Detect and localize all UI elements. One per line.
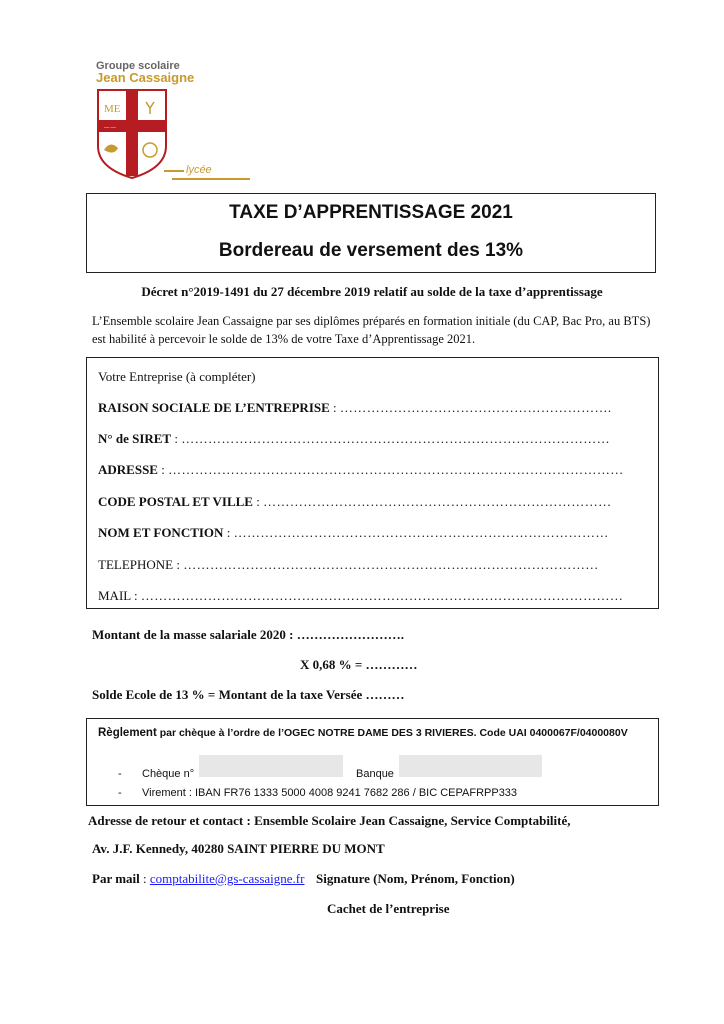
mail-link[interactable]: comptabilite@gs-cassaigne.fr: [149, 871, 305, 886]
banque-label: Banque: [356, 768, 394, 780]
rate-line[interactable]: X 0,68 % = …………: [300, 657, 418, 672]
field-separator: :: [252, 494, 264, 509]
field-dots: ……………………………………………………………………: [263, 494, 612, 509]
field-label: N° de SIRET: [98, 431, 172, 446]
cheque-label: Chèque n°: [142, 768, 195, 780]
title-box: [86, 193, 656, 273]
field-separator: :: [173, 557, 184, 572]
logo-text-line2: Jean Cassaigne: [96, 70, 195, 85]
solde-line[interactable]: Solde Ecole de 13 % = Montant de la taxe Versée ………: [92, 687, 405, 702]
cheque-number-input[interactable]: [199, 755, 343, 777]
field-dots: …………………………………………………………………………: [233, 525, 609, 540]
decree-reference: Décret n°2019-1491 du 27 décembre 2019 relatif au solde de la taxe d’apprentissage: [141, 284, 603, 299]
shield-monogram: ME: [104, 103, 121, 115]
banque-input[interactable]: [399, 755, 542, 777]
field-label: NOM ET FONCTION: [98, 525, 224, 540]
field-separator: :: [329, 400, 340, 415]
field-dots: ……………………………………………………………………………………: [181, 431, 611, 446]
field-label: MAIL: [98, 588, 131, 603]
cachet-label: Cachet de l’entreprise: [327, 901, 450, 916]
logo-divider: [164, 170, 184, 172]
company-form-heading: Votre Entreprise (à compléter): [98, 369, 256, 384]
intro-line-1: L’Ensemble scolaire Jean Cassaigne par ses diplômes préparés en formation initiale (du CAP, Bac Pro, au BTS): [92, 314, 651, 328]
return-address-line2: Av. J.F. Kennedy, 40280 SAINT PIERRE DU MONT: [92, 841, 385, 856]
intro-paragraph: [92, 312, 672, 348]
field-nom-fonction[interactable]: [98, 525, 609, 541]
school-shield-logo: [96, 88, 168, 180]
field-separator: :: [223, 525, 234, 540]
document-title: TAXE D’APPRENTISSAGE 2021: [229, 202, 513, 223]
field-separator: :: [157, 462, 169, 477]
field-separator: :: [130, 588, 141, 603]
field-dots: …………………………………………………….: [339, 400, 612, 415]
virement-details: Virement : IBAN FR76 1333 5000 4008 9241 7682 286 / BIC CEPAFRPP333: [142, 787, 518, 799]
logo-underline: [172, 178, 250, 180]
payment-title-main: Règlement: [98, 727, 157, 739]
field-label: CODE POSTAL ET VILLE: [98, 494, 253, 509]
field-label: TELEPHONE: [98, 557, 174, 572]
field-dots: ………………………………………………………………………………………………: [140, 588, 624, 603]
bullet-dash: -: [118, 787, 122, 799]
field-label: ADRESSE: [98, 462, 158, 477]
field-code-postal-ville[interactable]: [98, 494, 612, 510]
field-dots: …………………………………………………………………………………: [183, 557, 599, 572]
field-adresse[interactable]: [98, 462, 624, 478]
field-separator: :: [171, 431, 182, 446]
document-subtitle: Bordereau de versement des 13%: [218, 240, 524, 261]
intro-line-2: est habilité à percevoir le solde de 13% de votre Taxe d’Apprentissage 2021.: [92, 332, 476, 346]
payment-title-rest: par chèque à l’ordre de l’OGEC NOTRE DAME DES 3 RIVIERES. Code UAI 0400067F/0400080V: [156, 727, 628, 739]
field-mail[interactable]: [98, 588, 623, 604]
logo-text-line1: Groupe scolaire: [96, 60, 180, 72]
bullet-dash: -: [118, 768, 122, 780]
field-telephone[interactable]: [98, 557, 599, 573]
field-siret[interactable]: [98, 431, 610, 447]
logo-tagline: lycée: [186, 164, 212, 176]
mail-contact: [92, 871, 304, 887]
field-dots: …………………………………………………………………………………………: [168, 462, 624, 477]
signature-label: Signature (Nom, Prénom, Fonction): [316, 871, 515, 886]
mail-separator: :: [139, 871, 150, 886]
mail-label: Par mail: [92, 871, 140, 886]
masse-salariale-line[interactable]: Montant de la masse salariale 2020 : …………………….: [92, 627, 404, 642]
field-raison-sociale[interactable]: [98, 400, 612, 416]
payment-title: [98, 727, 628, 739]
return-address-line1: Adresse de retour et contact : Ensemble Scolaire Jean Cassaigne, Service Comptabilité,: [88, 813, 571, 828]
field-label: RAISON SOCIALE DE L’ENTREPRISE: [98, 400, 330, 415]
svg-text:~~ ~~: ~~ ~~: [104, 126, 117, 131]
